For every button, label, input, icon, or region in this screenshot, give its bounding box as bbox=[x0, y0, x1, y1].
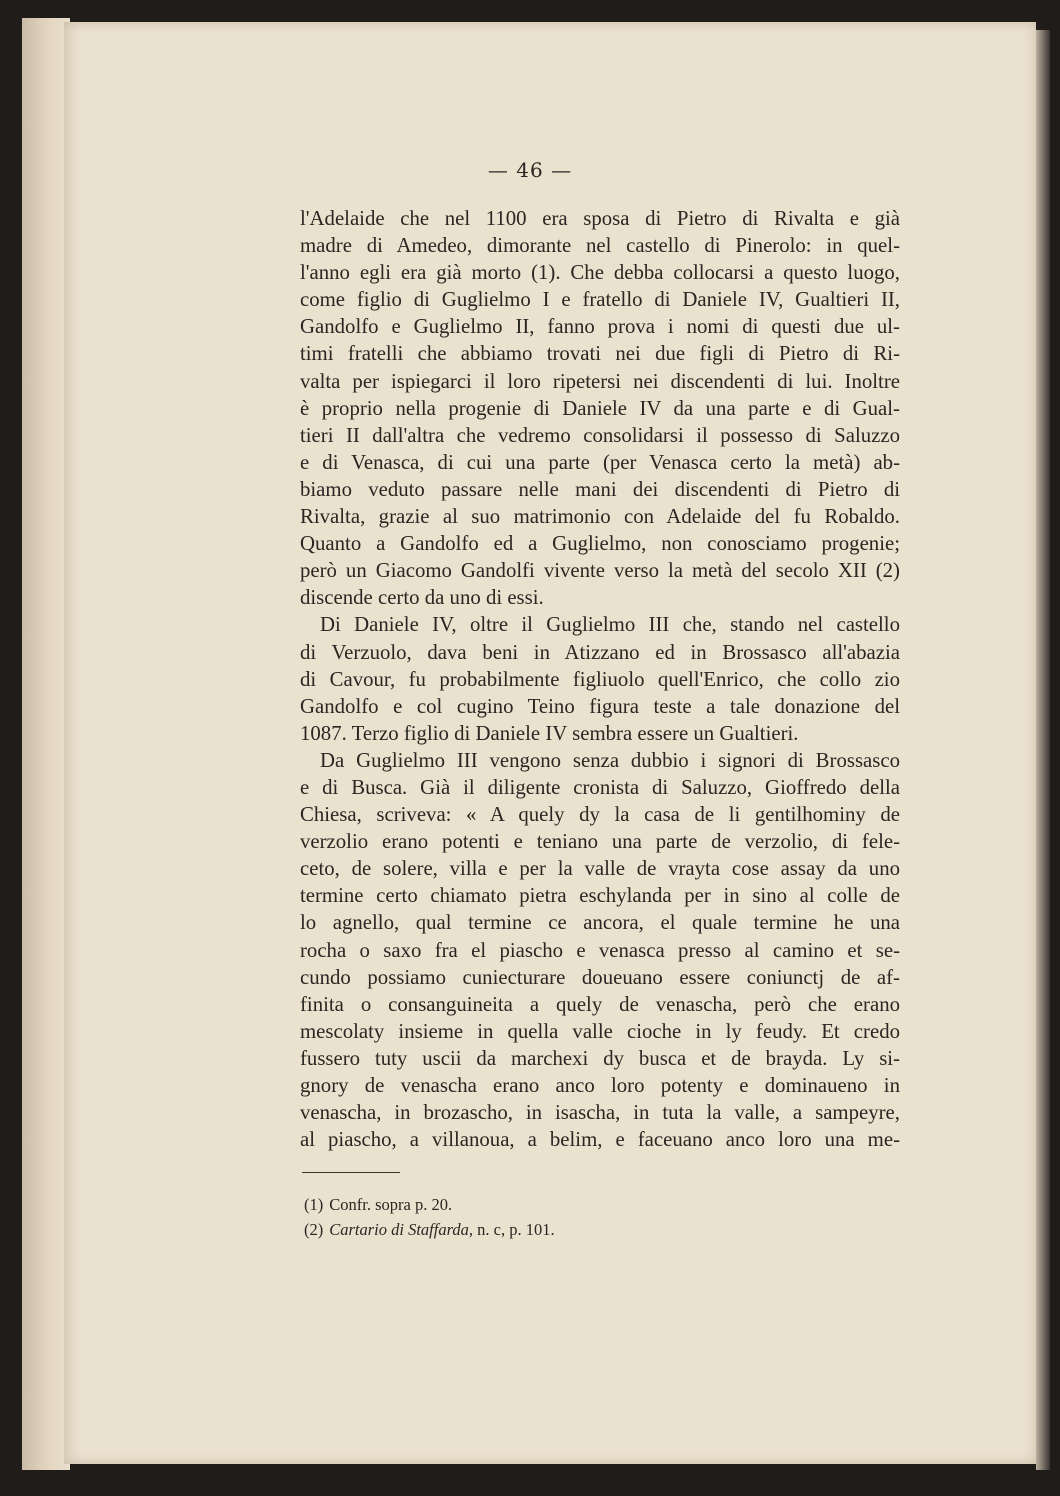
text-line: Di Daniele IV, oltre il Guglielmo III che, stando nel castello bbox=[320, 613, 900, 637]
text-line: cundo possiamo cuniecturare doueuano essere coniunctj de af- bbox=[300, 965, 900, 989]
text-line: discende certo da uno di essi. bbox=[300, 586, 544, 610]
text-line: come figlio di Guglielmo I e fratello di Daniele IV, Gualtieri II, bbox=[300, 288, 900, 312]
footnote-text: n. c, p. 101. bbox=[477, 1220, 555, 1239]
text-line: e di Venasca, di cui una parte (per Venasca certo la metà) ab- bbox=[300, 450, 900, 474]
footnote-title: Cartario di Staffarda, bbox=[329, 1220, 474, 1239]
page-edge-stack bbox=[22, 18, 70, 1470]
text-line: al piascho, a villanoua, a belim, e faceuano anco loro una me- bbox=[300, 1128, 900, 1152]
text-line: di Verzuolo, dava beni in Atizzano ed in Brossasco all'abazia bbox=[300, 640, 900, 664]
text-line: fussero tuty uscii da marchexi dy busca et de brayda. Ly si- bbox=[300, 1046, 900, 1070]
text-line: biamo veduto passare nelle mani dei discendenti di Pietro di bbox=[300, 477, 900, 501]
text-line: mescolaty insieme in quella valle cioche in ly feudy. Et credo bbox=[300, 1019, 900, 1043]
text-line: Rivalta, grazie al suo matrimonio con Adelaide del fu Robaldo. bbox=[300, 505, 900, 529]
footnote bbox=[304, 1192, 555, 1217]
text-line: madre di Amedeo, dimorante nel castello di Pinerolo: in quel- bbox=[300, 234, 900, 258]
text-line: lo agnello, qual termine ce ancora, el quale termine he una bbox=[300, 911, 900, 935]
text-line: Da Guglielmo III vengono senza dubbio i signori di Brossasco bbox=[320, 748, 900, 772]
footnote-divider bbox=[302, 1172, 400, 1173]
text-line: l'Adelaide che nel 1100 era sposa di Pietro di Rivalta e già bbox=[300, 207, 900, 230]
text-line: Quanto a Gandolfo ed a Guglielmo, non conosciamo progenie; bbox=[300, 532, 900, 556]
text-line: Gandolfo e col cugino Teino figura teste a tale donazione del bbox=[300, 694, 900, 718]
text-line: valta per ispiegarci il loro ripetersi nei discendenti di lui. Inoltre bbox=[300, 369, 900, 393]
text-line: finita o consanguineita a quely de venascha, però che erano bbox=[300, 992, 900, 1016]
text-line: termine certo chiamato pietra eschylanda per in sino al colle de bbox=[300, 884, 900, 908]
text-line: di Cavour, fu probabilmente figliuolo quell'Enrico, che collo zio bbox=[300, 667, 900, 691]
text-line: l'anno egli era già morto (1). Che debba collocarsi a questo luogo, bbox=[300, 261, 900, 285]
text-line: però un Giacomo Gandolfi vivente verso la metà del secolo XII (2) bbox=[300, 559, 900, 583]
text-line: Gandolfo e Guglielmo II, fanno prova i nomi di questi due ul- bbox=[300, 315, 900, 339]
text-line: e di Busca. Già il diligente cronista di Saluzzo, Gioffredo della bbox=[300, 775, 900, 799]
main-text bbox=[300, 205, 900, 1153]
text-line: è proprio nella progenie di Daniele IV da una parte e di Gual- bbox=[300, 396, 900, 420]
text-line: 1087. Terzo figlio di Daniele IV sembra essere un Gualtieri. bbox=[300, 721, 799, 745]
footnote-text: Confr. sopra p. 20. bbox=[329, 1195, 453, 1214]
page-edge-right bbox=[1036, 30, 1050, 1470]
text-line: venascha, in brozascho, in isascha, in tuta la valle, a sampeyre, bbox=[300, 1101, 900, 1125]
footnote-marker: (2) bbox=[304, 1220, 324, 1239]
text-line: gnory de venascha erano anco loro potenty e dominaueno in bbox=[300, 1074, 900, 1097]
footnotes bbox=[304, 1192, 555, 1242]
footnote-marker: (1) bbox=[304, 1195, 324, 1214]
text-line: tieri II dall'altra che vedremo consolidarsi il possesso di Saluzzo bbox=[300, 423, 900, 447]
footnote bbox=[304, 1217, 555, 1242]
text-line: rocha o saxo fra el piascho e venasca presso al camino et se- bbox=[300, 938, 900, 962]
text-line: Chiesa, scriveva: « A quely dy la casa de li gentilhominy de bbox=[300, 803, 900, 827]
text-line: verzolio erano potenti e teniano una parte de verzolio, di fele- bbox=[300, 830, 900, 854]
page-number: — 46 — bbox=[487, 158, 573, 182]
text-line: timi fratelli che abbiamo trovati nei due figli di Pietro di Ri- bbox=[300, 342, 900, 366]
text-line: ceto, de solere, villa e per la valle de vrayta cose assay da uno bbox=[300, 857, 900, 881]
